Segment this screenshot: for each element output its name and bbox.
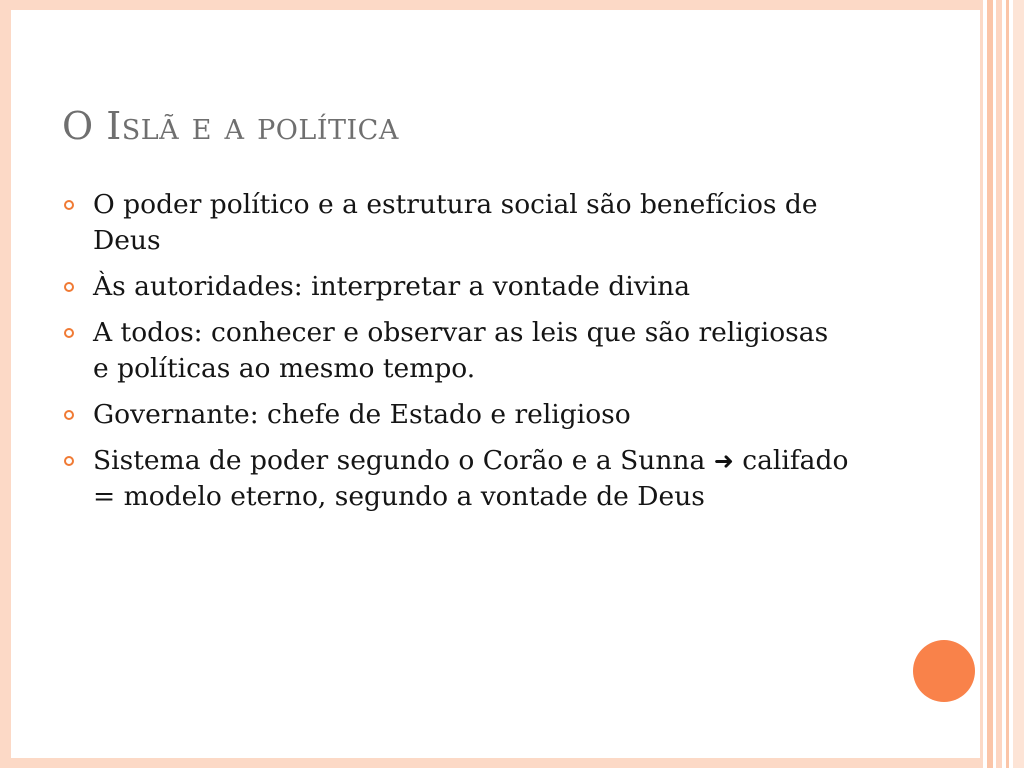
slide-title: O Islã e a política <box>62 104 399 148</box>
bullet-list <box>62 187 852 525</box>
decorative-stripe <box>987 0 993 768</box>
bullet-text: Sistema de poder segundo o Corão e a Sunna <box>93 445 706 476</box>
decorative-stripe <box>996 0 1002 768</box>
decorative-circle <box>913 640 975 702</box>
frame-right-border <box>980 0 983 768</box>
bullet-item <box>62 397 852 433</box>
bullet-text-continued: califado = modelo eterno, segundo a vontade de Deus <box>93 445 849 512</box>
bullet-item <box>62 187 852 259</box>
bullet-circle-icon <box>64 200 74 210</box>
frame-top-border <box>0 0 982 10</box>
bullet-circle-icon <box>64 410 74 420</box>
bullet-text: A todos: conhecer e observar as leis que são religiosas e políticas ao mesmo tempo. <box>93 317 829 384</box>
right-arrow-icon: ➜ <box>713 447 734 475</box>
bullet-text: Governante: chefe de Estado e religioso <box>93 399 631 430</box>
frame-left-border <box>0 0 11 768</box>
decorative-stripe <box>1006 0 1009 768</box>
bullet-circle-icon <box>64 456 74 466</box>
bullet-text: Às autoridades: interpretar a vontade divina <box>93 271 691 302</box>
bullet-circle-icon <box>64 282 74 292</box>
bullet-text: O poder político e a estrutura social são benefícios de Deus <box>93 189 818 256</box>
bullet-item <box>62 315 852 387</box>
bullet-item <box>62 269 852 305</box>
decorative-stripe <box>1013 0 1024 768</box>
frame-bottom-border <box>0 758 982 768</box>
bullet-circle-icon <box>64 328 74 338</box>
bullet-item <box>62 443 852 515</box>
